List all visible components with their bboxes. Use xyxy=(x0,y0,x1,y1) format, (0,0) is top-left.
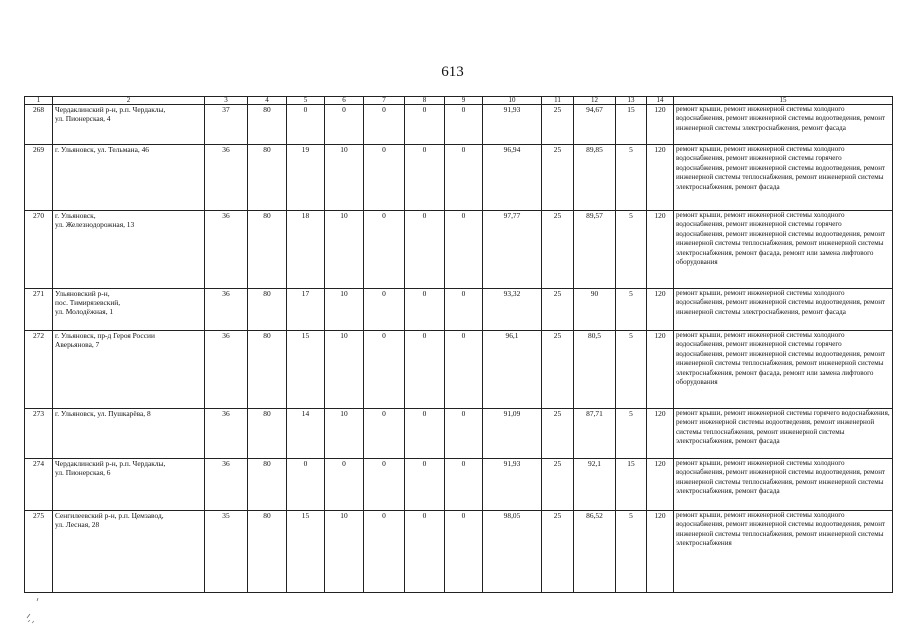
page-number: 613 xyxy=(441,64,464,80)
row-number-cell: 268 xyxy=(25,105,53,145)
value-cell: 90 xyxy=(574,289,616,331)
value-cell: 10 xyxy=(325,145,364,211)
value-cell: 0 xyxy=(445,409,483,459)
value-cell: 120 xyxy=(647,331,674,409)
value-cell: 0 xyxy=(364,105,405,145)
table-row xyxy=(25,145,893,211)
column-header: 6 xyxy=(325,97,364,105)
address-cell: Ульяновский р-н, пос. Тимирязевский, ул. Молодёжная, 1 xyxy=(53,289,205,331)
value-cell: 0 xyxy=(364,511,405,593)
row-number-cell: 272 xyxy=(25,331,53,409)
row-number-cell: 275 xyxy=(25,511,53,593)
address-cell: Чердаклинский р-н, р.п. Чердаклы, ул. Пионерская, 4 xyxy=(53,105,205,145)
works-cell: ремонт крыши, ремонт инженерной системы холодного водоснабжения, ремонт инженерной системы водоотведения, ремонт инженерной системы теплоснабжения, ремонт инженерной системы электроснабжения, ремонт фасада xyxy=(674,459,893,511)
value-cell: 25 xyxy=(542,145,574,211)
value-cell: 15 xyxy=(287,511,325,593)
pencil-marks xyxy=(24,596,54,626)
value-cell: 93,32 xyxy=(483,289,542,331)
table-row xyxy=(25,331,893,409)
value-cell: 0 xyxy=(445,511,483,593)
value-cell: 5 xyxy=(616,409,647,459)
value-cell: 25 xyxy=(542,211,574,289)
value-cell: 25 xyxy=(542,409,574,459)
value-cell: 80 xyxy=(248,289,287,331)
value-cell: 86,52 xyxy=(574,511,616,593)
value-cell: 0 xyxy=(405,511,445,593)
value-cell: 96,94 xyxy=(483,145,542,211)
value-cell: 36 xyxy=(205,459,248,511)
value-cell: 10 xyxy=(325,409,364,459)
column-header: 7 xyxy=(364,97,405,105)
value-cell: 80 xyxy=(248,511,287,593)
value-cell: 37 xyxy=(205,105,248,145)
value-cell: 10 xyxy=(325,511,364,593)
column-header: 3 xyxy=(205,97,248,105)
column-header: 11 xyxy=(542,97,574,105)
value-cell: 0 xyxy=(364,211,405,289)
value-cell: 97,77 xyxy=(483,211,542,289)
column-header: 2 xyxy=(53,97,205,105)
column-header: 13 xyxy=(616,97,647,105)
value-cell: 0 xyxy=(405,459,445,511)
header-row xyxy=(25,97,893,105)
value-cell: 25 xyxy=(542,511,574,593)
row-number-cell: 271 xyxy=(25,289,53,331)
value-cell: 0 xyxy=(364,145,405,211)
works-cell: ремонт крыши, ремонт инженерной системы холодного водоснабжения, ремонт инженерной системы горячего водоснабжения, ремонт инженерной системы водоотведения, ремонт инженерной системы теплоснабжения, ремонт инженерной системы электроснабжения, ремонт фасада xyxy=(674,145,893,211)
value-cell: 0 xyxy=(445,289,483,331)
value-cell: 98,05 xyxy=(483,511,542,593)
value-cell: 10 xyxy=(325,289,364,331)
works-cell: ремонт крыши, ремонт инженерной системы холодного водоснабжения, ремонт инженерной системы водоотведения, ремонт инженерной системы теплоснабжения, ремонт инженерной системы электроснабжения xyxy=(674,511,893,593)
value-cell: 80 xyxy=(248,409,287,459)
value-cell: 5 xyxy=(616,331,647,409)
value-cell: 87,71 xyxy=(574,409,616,459)
value-cell: 0 xyxy=(364,409,405,459)
value-cell: 17 xyxy=(287,289,325,331)
value-cell: 80 xyxy=(248,331,287,409)
column-header: 1 xyxy=(25,97,53,105)
column-header: 15 xyxy=(674,97,893,105)
value-cell: 89,57 xyxy=(574,211,616,289)
row-number-cell: 274 xyxy=(25,459,53,511)
value-cell: 91,93 xyxy=(483,105,542,145)
value-cell: 36 xyxy=(205,145,248,211)
value-cell: 25 xyxy=(542,331,574,409)
value-cell: 80 xyxy=(248,211,287,289)
value-cell: 0 xyxy=(405,409,445,459)
value-cell: 19 xyxy=(287,145,325,211)
value-cell: 0 xyxy=(325,459,364,511)
value-cell: 120 xyxy=(647,105,674,145)
value-cell: 120 xyxy=(647,459,674,511)
value-cell: 5 xyxy=(616,511,647,593)
value-cell: 35 xyxy=(205,511,248,593)
column-header: 10 xyxy=(483,97,542,105)
value-cell: 10 xyxy=(325,331,364,409)
works-cell: ремонт крыши, ремонт инженерной системы холодного водоснабжения, ремонт инженерной системы водоотведения, ремонт инженерной системы электроснабжения, ремонт фасада xyxy=(674,289,893,331)
value-cell: 0 xyxy=(287,105,325,145)
column-header: 5 xyxy=(287,97,325,105)
value-cell: 120 xyxy=(647,145,674,211)
column-header: 4 xyxy=(248,97,287,105)
value-cell: 0 xyxy=(405,211,445,289)
address-cell: Сенгилеевский р-н, р.п. Цемзавод, ул. Лесная, 28 xyxy=(53,511,205,593)
value-cell: 120 xyxy=(647,511,674,593)
value-cell: 15 xyxy=(616,459,647,511)
address-cell: г. Ульяновск, ул. Тельмана, 46 xyxy=(53,145,205,211)
address-cell: г. Ульяновск, пр-д Героя России Аверьянова, 7 xyxy=(53,331,205,409)
value-cell: 80 xyxy=(248,145,287,211)
value-cell: 120 xyxy=(647,211,674,289)
value-cell: 0 xyxy=(405,145,445,211)
value-cell: 36 xyxy=(205,289,248,331)
value-cell: 0 xyxy=(445,459,483,511)
value-cell: 0 xyxy=(405,105,445,145)
value-cell: 5 xyxy=(616,145,647,211)
value-cell: 14 xyxy=(287,409,325,459)
value-cell: 80,5 xyxy=(574,331,616,409)
value-cell: 0 xyxy=(364,459,405,511)
table-row xyxy=(25,289,893,331)
value-cell: 0 xyxy=(364,289,405,331)
value-cell: 0 xyxy=(445,331,483,409)
value-cell: 18 xyxy=(287,211,325,289)
value-cell: 94,67 xyxy=(574,105,616,145)
table-row xyxy=(25,409,893,459)
works-cell: ремонт крыши, ремонт инженерной системы холодного водоснабжения, ремонт инженерной системы горячего водоснабжения, ремонт инженерной системы водоотведения, ремонт инженерной системы теплоснабжения, ремонт инженерной системы электроснабжения, ремонт фасада, ремонт или замена лифтового оборудования xyxy=(674,331,893,409)
row-number-cell: 273 xyxy=(25,409,53,459)
value-cell: 0 xyxy=(445,211,483,289)
address-cell: г. Ульяновск, ул. Железнодорожная, 13 xyxy=(53,211,205,289)
value-cell: 10 xyxy=(325,211,364,289)
value-cell: 25 xyxy=(542,289,574,331)
value-cell: 36 xyxy=(205,331,248,409)
value-cell: 80 xyxy=(248,459,287,511)
column-header: 8 xyxy=(405,97,445,105)
value-cell: 89,85 xyxy=(574,145,616,211)
column-header: 9 xyxy=(445,97,483,105)
value-cell: 15 xyxy=(287,331,325,409)
address-cell: Чердаклинский р-н, р.п. Чердаклы, ул. Пионерская, 6 xyxy=(53,459,205,511)
value-cell: 5 xyxy=(616,211,647,289)
value-cell: 0 xyxy=(325,105,364,145)
value-cell: 0 xyxy=(405,289,445,331)
row-number-cell: 269 xyxy=(25,145,53,211)
value-cell: 36 xyxy=(205,211,248,289)
value-cell: 36 xyxy=(205,409,248,459)
works-cell: ремонт крыши, ремонт инженерной системы горячего водоснабжения, ремонт инженерной системы водоотведения, ремонт инженерной системы теплоснабжения, ремонт инженерной системы электроснабжения, ремонт фасада xyxy=(674,409,893,459)
value-cell: 5 xyxy=(616,289,647,331)
column-header: 14 xyxy=(647,97,674,105)
value-cell: 25 xyxy=(542,459,574,511)
value-cell: 120 xyxy=(647,409,674,459)
value-cell: 92,1 xyxy=(574,459,616,511)
table-row xyxy=(25,511,893,593)
value-cell: 25 xyxy=(542,105,574,145)
works-cell: ремонт крыши, ремонт инженерной системы холодного водоснабжения, ремонт инженерной системы водоотведения, ремонт инженерной системы электроснабжения, ремонт фасада xyxy=(674,105,893,145)
value-cell: 80 xyxy=(248,105,287,145)
value-cell: 91,09 xyxy=(483,409,542,459)
value-cell: 120 xyxy=(647,289,674,331)
value-cell: 0 xyxy=(405,331,445,409)
value-cell: 0 xyxy=(445,145,483,211)
table-row xyxy=(25,459,893,511)
row-number-cell: 270 xyxy=(25,211,53,289)
value-cell: 15 xyxy=(616,105,647,145)
value-cell: 91,93 xyxy=(483,459,542,511)
table-row xyxy=(25,105,893,145)
address-cell: г. Ульяновск, ул. Пушкарёва, 8 xyxy=(53,409,205,459)
works-cell: ремонт крыши, ремонт инженерной системы холодного водоснабжения, ремонт инженерной системы горячего водоснабжения, ремонт инженерной системы водоотведения, ремонт инженерной системы теплоснабжения, ремонт инженерной системы электроснабжения, ремонт фасада, ремонт или замена лифтового оборудования xyxy=(674,211,893,289)
table-row xyxy=(25,211,893,289)
value-cell: 0 xyxy=(445,105,483,145)
data-table xyxy=(24,96,893,593)
value-cell: 0 xyxy=(364,331,405,409)
value-cell: 0 xyxy=(287,459,325,511)
column-header: 12 xyxy=(574,97,616,105)
value-cell: 96,1 xyxy=(483,331,542,409)
